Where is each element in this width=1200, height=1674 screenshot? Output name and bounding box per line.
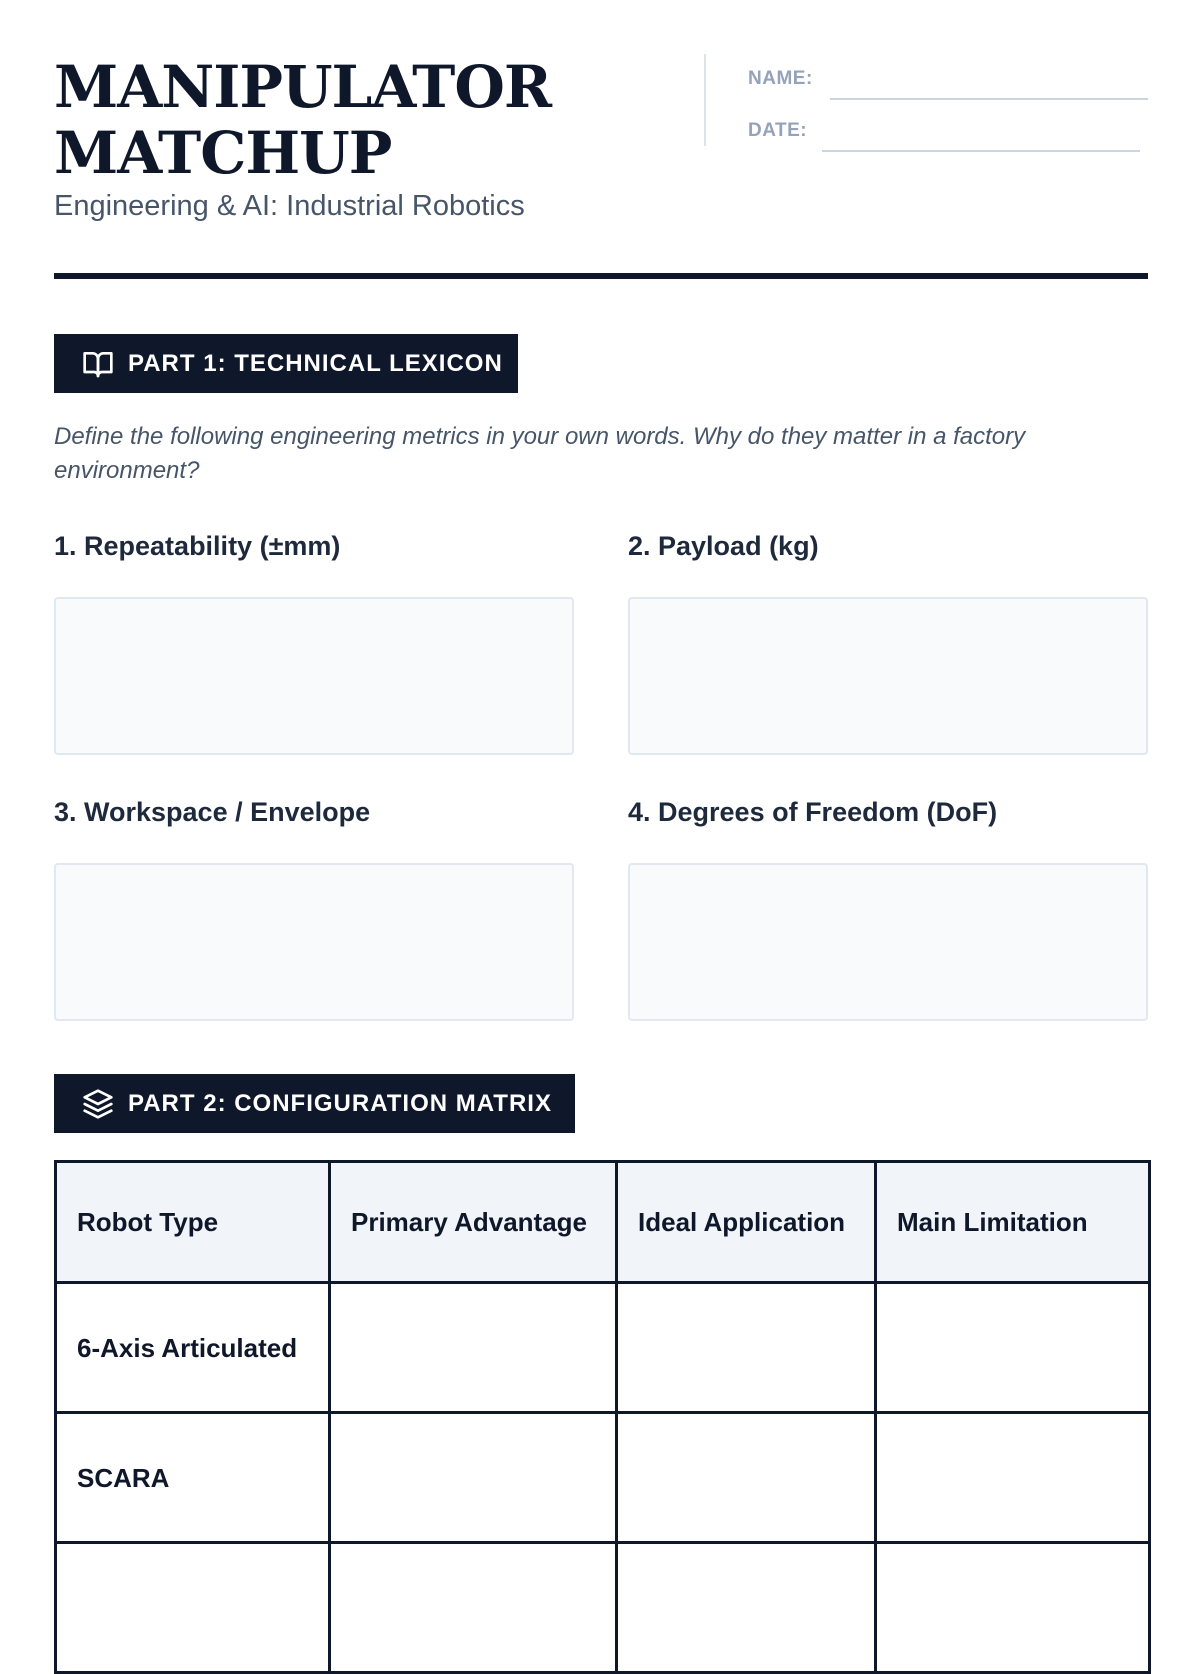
title-line-2: MATCHUP <box>54 119 392 187</box>
metric-answer-box[interactable] <box>628 597 1148 755</box>
metric-repeatability <box>54 531 574 755</box>
student-info-block <box>704 54 1150 146</box>
metric-label: 2. Payload (kg) <box>628 531 819 561</box>
table-header-row <box>56 1162 1150 1283</box>
part2-heading: PART 2: CONFIGURATION MATRIX <box>128 1089 552 1117</box>
answer-cell[interactable] <box>617 1413 876 1543</box>
metric-answer-box[interactable] <box>54 863 574 1021</box>
metric-payload <box>628 531 1148 755</box>
answer-cell[interactable] <box>876 1283 1150 1413</box>
part2-banner <box>54 1074 575 1133</box>
date-input-line[interactable] <box>822 150 1140 152</box>
page-subtitle: Engineering & AI: Industrial Robotics <box>54 190 525 222</box>
column-header-primary-advantage: Primary Advantage <box>330 1162 617 1283</box>
answer-cell[interactable] <box>617 1283 876 1413</box>
table-row <box>56 1283 1150 1413</box>
column-header-ideal-application: Ideal Application <box>617 1162 876 1283</box>
part1-instructions: Define the following engineering metrics in your own words. Why do they matter in a factory environment? <box>54 423 1026 484</box>
metric-degrees-of-freedom <box>628 797 1148 1021</box>
robot-type-cell <box>56 1543 330 1673</box>
answer-cell[interactable] <box>876 1413 1150 1543</box>
configuration-matrix-table <box>54 1160 1151 1674</box>
table-row <box>56 1543 1150 1673</box>
part1-banner <box>54 334 518 393</box>
layers-icon <box>82 1088 114 1120</box>
page-title <box>54 54 694 186</box>
title-line-1: MANIPULATOR <box>54 53 552 121</box>
answer-cell[interactable] <box>330 1413 617 1543</box>
date-field-row <box>748 112 1140 152</box>
name-field-row <box>748 60 1148 100</box>
part1-heading: PART 1: TECHNICAL LEXICON <box>128 349 503 377</box>
column-header-robot-type: Robot Type <box>56 1162 330 1283</box>
metric-workspace <box>54 797 574 1021</box>
metric-label: 1. Repeatability (±mm) <box>54 531 341 561</box>
book-open-icon <box>82 348 114 380</box>
header-divider <box>54 273 1148 279</box>
metric-answer-box[interactable] <box>54 597 574 755</box>
answer-cell[interactable] <box>617 1543 876 1673</box>
metric-label: 3. Workspace / Envelope <box>54 797 371 827</box>
column-header-main-limitation: Main Limitation <box>876 1162 1150 1283</box>
metric-label: 4. Degrees of Freedom (DoF) <box>628 797 998 827</box>
answer-cell[interactable] <box>330 1283 617 1413</box>
date-label: DATE: <box>748 120 808 141</box>
table-row <box>56 1413 1150 1543</box>
name-label: NAME: <box>748 68 813 89</box>
answer-cell[interactable] <box>330 1543 617 1673</box>
metric-answer-box[interactable] <box>628 863 1148 1021</box>
name-input-line[interactable] <box>830 98 1148 100</box>
answer-cell[interactable] <box>876 1543 1150 1673</box>
robot-type-cell: SCARA <box>56 1413 330 1543</box>
robot-type-cell: 6-Axis Articulated <box>56 1283 330 1413</box>
